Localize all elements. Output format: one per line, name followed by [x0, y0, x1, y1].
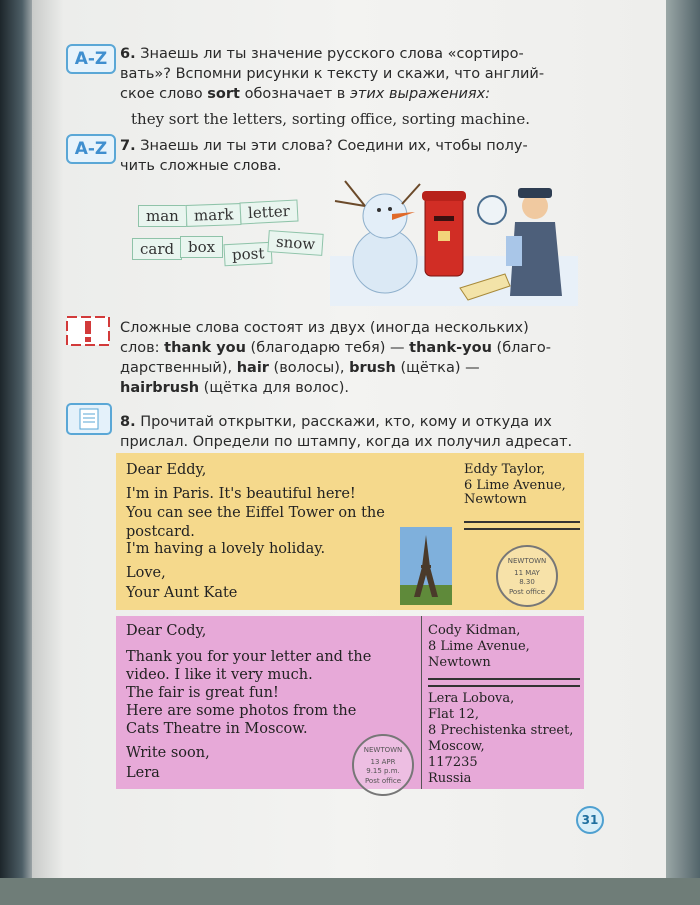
address-line: Eddy Taylor, — [464, 462, 546, 477]
postcard-line: Cats Theatre in Moscow. — [126, 721, 308, 737]
postcard-line: Write soon, — [126, 745, 210, 761]
postcard-line: Your Aunt Kate — [126, 585, 238, 601]
postcard-line: video. I like it very much. — [126, 667, 313, 683]
word-card: box — [180, 236, 223, 258]
postcard-line: You can see the Eiffel Tower on the — [126, 505, 385, 521]
exercise-7-text: 7. Знаешь ли ты эти слова? Соедини их, чтобы полу- чить сложные слова. — [120, 138, 528, 174]
reading-book-icon — [66, 403, 112, 435]
sender-address-line: 117235 — [428, 755, 478, 770]
illustration-snowman-postbox-postman — [330, 176, 578, 306]
postcard-line: I'm having a lovely holiday. — [126, 541, 326, 557]
postcard-line: Dear Cody, — [126, 623, 207, 639]
sender-address-line: 8 Prechistenka street, — [428, 723, 574, 738]
desk-surface — [0, 878, 700, 905]
postcard-paris — [116, 453, 584, 610]
postcard-line: Dear Eddy, — [126, 462, 207, 478]
word-card: mark — [186, 203, 242, 227]
postcard-divider — [421, 616, 422, 789]
address-line: Cody Kidman, — [428, 623, 521, 638]
postcard-line: I'm in Paris. It's beautiful here! — [126, 486, 356, 502]
eiffel-tower-photo — [400, 527, 452, 605]
address-rule — [464, 528, 580, 530]
address-line: Newtown — [428, 655, 491, 670]
exercise-6-examples: they sort the letters, sorting office, sorting machine. — [131, 110, 530, 128]
az-vocabulary-icon: A-Z — [66, 44, 116, 74]
postcard-line: Lera — [126, 765, 160, 781]
postmark-stamp: NEWTOWN 11 MAY 8.30 Post office — [496, 545, 558, 607]
postcard-line: Here are some photos from the — [126, 703, 357, 719]
postcard-line: postcard. — [126, 524, 195, 540]
sender-address-line: Russia — [428, 771, 472, 786]
sender-address-line: Flat 12, — [428, 707, 479, 722]
page-number: 31 — [576, 806, 604, 834]
address-line: 8 Lime Avenue, — [428, 639, 530, 654]
postcard-line: The fair is great fun! — [126, 685, 279, 701]
exercise-number: 6. — [120, 46, 136, 62]
word-card: card — [132, 238, 182, 260]
word-card: post — [223, 242, 272, 267]
az-vocabulary-icon: A-Z — [66, 134, 116, 164]
word-card: letter — [239, 200, 298, 225]
address-line: 6 Lime Avenue, — [464, 478, 566, 493]
postcard-line: Love, — [126, 565, 166, 581]
exclamation-rule-icon — [66, 316, 110, 346]
postmark-stamp: NEWTOWN 13 APR 9.15 p.m. Post office — [352, 734, 414, 796]
address-rule — [428, 678, 580, 680]
word-card: man — [138, 205, 187, 227]
sender-address-line: Moscow, — [428, 739, 485, 754]
address-line: Newtown — [464, 492, 527, 507]
page-edge — [666, 0, 700, 905]
postcard-line: Thank you for your letter and the — [126, 649, 372, 665]
compound-words-rule: Сложные слова состоят из двух (иногда нескольких) слов: thank you (благодарю тебя) — thank-you (благо- дарственный), hair (волосы), brush (щётка) — hairbrush (щётка для волос). — [120, 320, 552, 396]
address-rule — [428, 685, 580, 687]
exercise-6-text: 6. Знаешь ли ты значение русского слова «сортиро- вать»? Вспомни рисунки к тексту и скажи, что англий- ское слово sort обозначает в этих выражениях: — [120, 46, 545, 102]
address-rule — [464, 521, 580, 523]
postcard-moscow — [116, 616, 584, 789]
sender-address-line: Lera Lobova, — [428, 691, 515, 706]
exercise-8-text: 8. Прочитай открытки, расскажи, кто, кому и откуда их прислал. Определи по штампу, когда их получил адресат. — [120, 414, 573, 450]
word-card: snow — [267, 230, 324, 256]
